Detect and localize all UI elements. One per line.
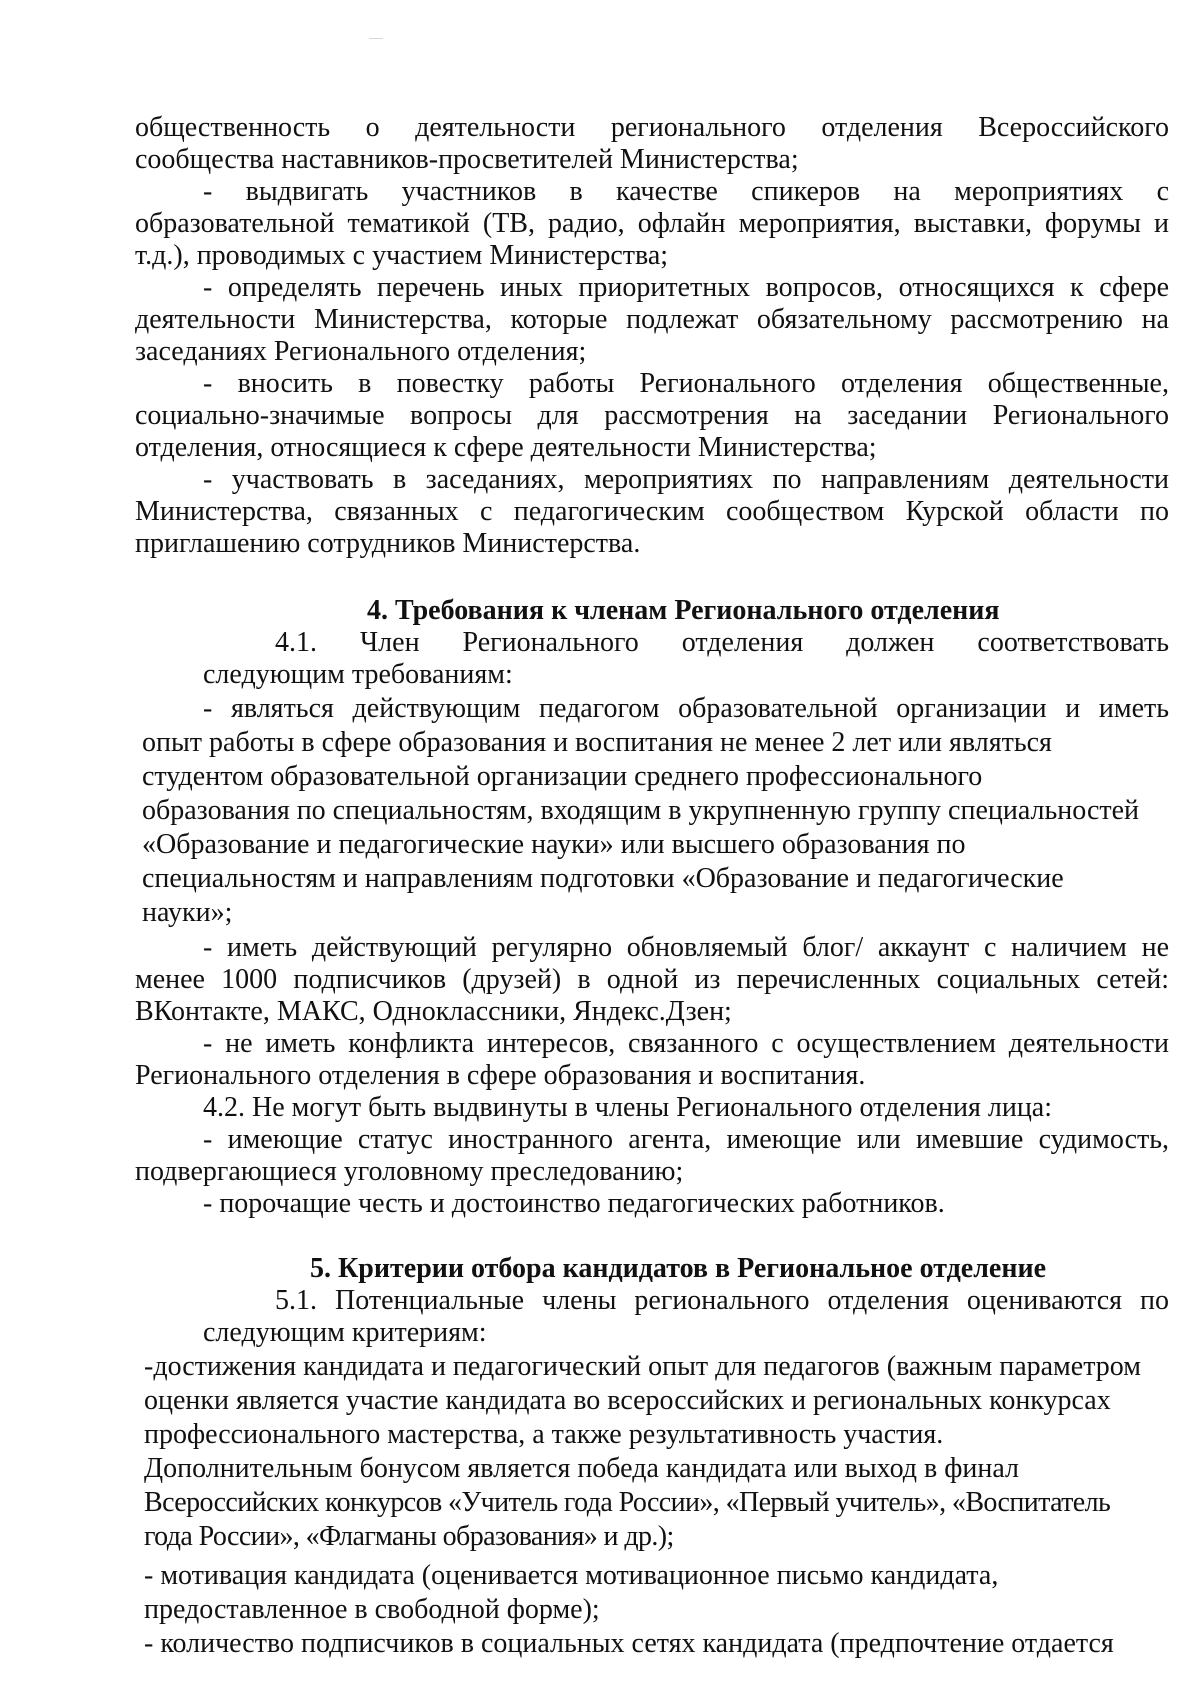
text-line: предоставленное в свободной форме); bbox=[144, 1594, 600, 1625]
text-line: Регионального отделения в сфере образования и воспитания. bbox=[135, 1060, 866, 1091]
text-line: - являться действующим педагогом образовательной организации и иметь bbox=[203, 693, 1169, 724]
text-line: заседаниях Регионального отделения; bbox=[135, 336, 587, 367]
text-line: Дополнительным бонусом является победа кандидата или выход в финал bbox=[144, 1453, 1020, 1484]
text-line: 4.2. Не могут быть выдвинуты в члены Регионального отделения лица: bbox=[203, 1092, 1053, 1123]
text-line: профессионального мастерства, а также результативность участия. bbox=[144, 1419, 944, 1450]
text-line: опыт работы в сфере образования и воспитания не менее 2 лет или являться bbox=[142, 727, 1052, 758]
text-line: - определять перечень иных приоритетных вопросов, относящихся к сфере bbox=[203, 272, 1169, 303]
text-line: приглашению сотрудников Министерства. bbox=[135, 528, 641, 559]
text-line: студентом образовательной организации среднего профессионального bbox=[142, 761, 983, 792]
text-line: - имеющие статус иностранного агента, имеющие или имевшие судимость, bbox=[203, 1124, 1169, 1155]
text-line: года России», «Флагманы образования» и др.); bbox=[144, 1521, 674, 1552]
text-line: - вносить в повестку работы Регионального отделения общественные, bbox=[203, 368, 1169, 399]
text-line: - иметь действующий регулярно обновляемый блог/ аккаунт с наличием не bbox=[203, 932, 1169, 963]
text-line: - выдвигать участников в качестве спикеров на мероприятиях с bbox=[203, 176, 1169, 207]
text-line: следующим критериям: bbox=[203, 1317, 487, 1348]
text-line: Министерства, связанных с педагогическим сообществом Курской области по bbox=[135, 496, 1169, 527]
text-line: - порочащие честь и достоинство педагогических работников. bbox=[203, 1188, 945, 1219]
text-line: Всероссийских конкурсов «Учитель года России», «Первый учитель», «Воспитатель bbox=[144, 1487, 1111, 1518]
text-line: - количество подписчиков в социальных сетях кандидата (предпочтение отдается bbox=[144, 1628, 1114, 1659]
text-line: сообщества наставников-просветителей Министерства; bbox=[135, 144, 799, 175]
text-line: менее 1000 подписчиков (друзей) в одной из перечисленных социальных сетей: bbox=[135, 964, 1169, 995]
text-line: подвергающиеся уголовному преследованию; bbox=[135, 1156, 684, 1187]
text-line: ВКонтакте, МАКС, Одноклассники, Яндекс.Дзен; bbox=[135, 996, 732, 1027]
section-heading: 4. Требования к членам Регионального отделения bbox=[367, 595, 1000, 626]
text-line: т.д.), проводимых с участием Министерства; bbox=[135, 240, 669, 271]
text-line: 4.1. Член Регионального отделения должен соответствовать bbox=[275, 627, 1169, 658]
text-line: образования по специальностям, входящим в укрупненную группу специальностей bbox=[142, 795, 1140, 826]
text-line: общественность о деятельности регионального отделения Всероссийского bbox=[135, 112, 1169, 143]
section-heading: 5. Критерии отбора кандидатов в Региональное отделение bbox=[310, 1253, 1047, 1284]
text-line: -достижения кандидата и педагогический опыт для педагогов (важным параметром bbox=[144, 1351, 1141, 1382]
text-line: деятельности Министерства, которые подлежат обязательному рассмотрению на bbox=[135, 304, 1169, 335]
text-line: отделения, относящиеся к сфере деятельности Министерства; bbox=[135, 432, 877, 463]
text-line: - мотивация кандидата (оценивается мотивационное письмо кандидата, bbox=[144, 1560, 999, 1591]
scan-mark bbox=[369, 38, 383, 39]
text-line: - участвовать в заседаниях, мероприятиях по направлениям деятельности bbox=[203, 464, 1169, 495]
text-line: следующим требованиям: bbox=[203, 659, 513, 690]
text-line: «Образование и педагогические науки» или высшего образования по bbox=[142, 829, 966, 860]
text-line: оценки является участие кандидата во всероссийских и региональных конкурсах bbox=[144, 1385, 1111, 1416]
text-line: науки»; bbox=[142, 897, 233, 928]
text-line: специальностям и направлениям подготовки «Образование и педагогические bbox=[142, 863, 1064, 894]
text-line: - не иметь конфликта интересов, связанного с осуществлением деятельности bbox=[203, 1028, 1169, 1059]
text-line: 5.1. Потенциальные члены регионального отделения оцениваются по bbox=[275, 1285, 1169, 1316]
text-line: образовательной тематикой (ТВ, радио, офлайн мероприятия, выставки, форумы и bbox=[135, 208, 1169, 239]
text-line: социально-значимые вопросы для рассмотрения на заседании Регионального bbox=[135, 400, 1169, 431]
